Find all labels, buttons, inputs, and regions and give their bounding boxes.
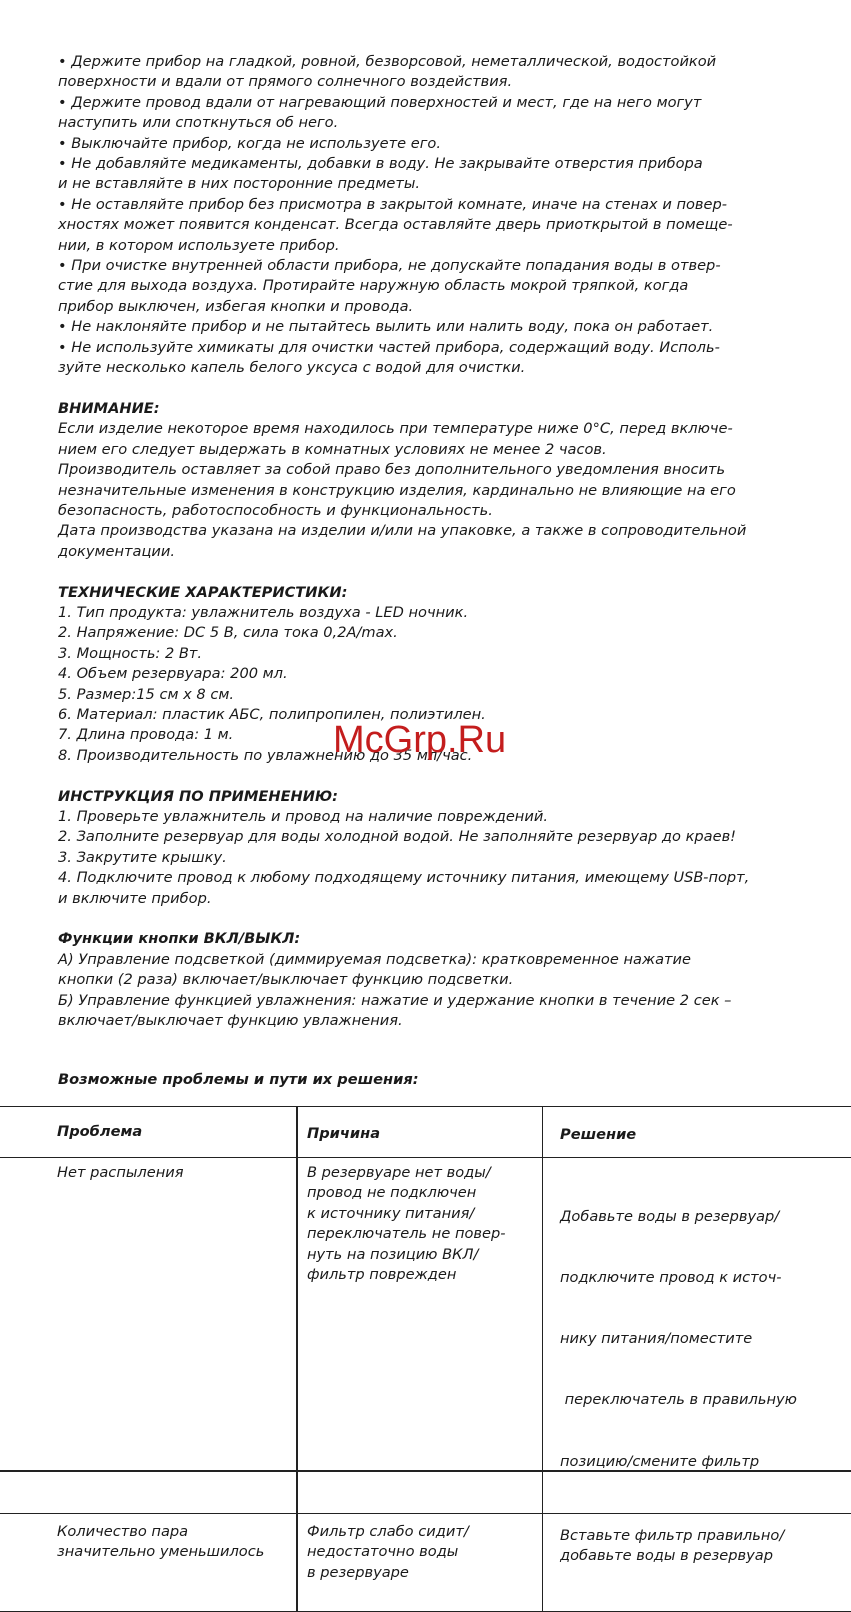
table-row	[0, 1513, 851, 1611]
spec-item: 2. Напряжение: DC 5 В, сила тока 0,2А/max.	[58, 623, 828, 643]
button-function-line: кнопки (2 раза) включает/выключает функцию подсветки.	[58, 970, 828, 990]
safety-line: • Выключайте прибор, когда не используете его.	[58, 134, 828, 154]
attention-line: Дата производства указана на изделии и/или на упаковке, а также в сопроводительной	[58, 521, 828, 541]
safety-line: и не вставляйте в них посторонние предметы.	[58, 174, 828, 194]
instructions-heading: ИНСТРУКЦИЯ ПО ПРИМЕНЕНИЮ:	[58, 787, 828, 807]
button-function-line: А) Управление подсветкой (диммируемая подсветка): кратковременное нажатие	[58, 950, 828, 970]
safety-line: • Держите провод вдали от нагревающий поверхностей и мест, где на него могут	[58, 93, 828, 113]
safety-line: прибор выключен, избегая кнопки и провода.	[58, 297, 828, 317]
problem-cell	[0, 1158, 297, 1514]
instruction-step: 2. Заполните резервуар для воды холодной водой. Не заполняйте резервуар до краев!	[58, 827, 828, 847]
cause-text: Фильтр слабо сидит/	[307, 1522, 542, 1542]
attention-line: Производитель оставляет за собой право без дополнительного уведомления вносить	[58, 460, 828, 480]
safety-line: • Не добавляйте медикаменты, добавки в воду. Не закрывайте отверстия прибора	[58, 154, 828, 174]
watermark: McGrp.Ru	[333, 718, 506, 762]
cause-cell	[297, 1513, 543, 1611]
button-function-line: Б) Управление функцией увлажнения: нажатие и удержание кнопки в течение 2 сек –	[58, 991, 828, 1011]
button-functions-heading: Функции кнопки ВКЛ/ВЫКЛ:	[58, 929, 828, 949]
problem-text: Количество пара	[57, 1522, 296, 1542]
solution-text: Добавьте воды в резервуар/	[560, 1207, 851, 1227]
header-cause: Причина	[298, 1107, 542, 1144]
solution-text: Вставьте фильтр правильно/	[560, 1526, 851, 1546]
instructions-section	[58, 787, 828, 909]
attention-line: документации.	[58, 542, 828, 562]
safety-section	[58, 52, 828, 379]
problem-cell	[0, 1513, 297, 1611]
header-cell	[0, 1107, 297, 1158]
spec-item: 6. Материал: пластик АБС, полипропилен, полиэтилен.	[58, 705, 828, 725]
attention-line: Если изделие некоторое время находилось при температуре ниже 0°C, перед включе-	[58, 419, 828, 439]
spec-item: 1. Тип продукта: увлажнитель воздуха - LED ночник.	[58, 603, 828, 623]
instruction-step: 4. Подключите провод к любому подходящему источнику питания, имеющему USB-порт,	[58, 868, 828, 888]
solution-text: переключатель в правильную	[560, 1390, 851, 1410]
solution-text: нику питания/поместите	[560, 1329, 851, 1349]
instruction-step: 1. Проверьте увлажнитель и провод на наличие повреждений.	[58, 807, 828, 827]
attention-section	[58, 399, 828, 562]
manual-page	[58, 52, 828, 1031]
table-header-row	[0, 1107, 851, 1158]
troubleshooting-table	[0, 1106, 851, 1612]
cause-text: недостаточно воды	[307, 1542, 542, 1562]
safety-line: • При очистке внутренней области прибора, не допускайте попадания воды в отвер-	[58, 256, 828, 276]
attention-heading: ВНИМАНИЕ:	[58, 399, 828, 419]
bottom-divider	[0, 1470, 851, 1472]
solution-cell	[543, 1513, 851, 1611]
safety-line: • Держите прибор на гладкой, ровной, безворсовой, неметаллической, водостойкой	[58, 52, 828, 72]
header-solution: Решение	[543, 1107, 851, 1145]
problem-text: Нет распыления	[57, 1163, 296, 1183]
instruction-step: 3. Закрутите крышку.	[58, 848, 828, 868]
header-cell	[297, 1107, 543, 1158]
cause-text: переключатель не повер-	[307, 1224, 542, 1244]
specs-heading: ТЕХНИЧЕСКИЕ ХАРАКТЕРИСТИКИ:	[58, 583, 828, 603]
button-function-line: включает/выключает функцию увлажнения.	[58, 1011, 828, 1031]
spec-item: 3. Мощность: 2 Вт.	[58, 644, 828, 664]
spec-item: 7. Длина провода: 1 м.	[58, 725, 828, 745]
cause-text: в резервуаре	[307, 1563, 542, 1583]
safety-line: наступить или споткнуться об него.	[58, 113, 828, 133]
problem-text: значительно уменьшилось	[57, 1542, 296, 1562]
troubleshooting-title: Возможные проблемы и пути их решения:	[58, 1070, 419, 1090]
solution-text: подключите провод к источ-	[560, 1268, 851, 1288]
safety-line: нии, в котором используете прибор.	[58, 236, 828, 256]
spec-item: 5. Размер:15 см х 8 см.	[58, 685, 828, 705]
safety-line: • Не оставляйте прибор без присмотра в закрытой комнате, иначе на стенах и повер-	[58, 195, 828, 215]
safety-line: зуйте несколько капель белого уксуса с водой для очистки.	[58, 358, 828, 378]
solution-text: позицию/смените фильтр	[560, 1452, 851, 1472]
spec-item: 4. Объем резервуара: 200 мл.	[58, 664, 828, 684]
cause-text: к источнику питания/	[307, 1204, 542, 1224]
cause-text: фильтр поврежден	[307, 1265, 542, 1285]
safety-line: стие для выхода воздуха. Протирайте наружную область мокрой тряпкой, когда	[58, 276, 828, 296]
safety-line: • Не наклоняйте прибор и не пытайтесь вылить или налить воду, пока он работает.	[58, 317, 828, 337]
header-cell	[543, 1107, 851, 1158]
cause-text: нуть на позицию ВКЛ/	[307, 1245, 542, 1265]
safety-line: поверхности и вдали от прямого солнечного воздействия.	[58, 72, 828, 92]
safety-line: • Не используйте химикаты для очистки частей прибора, содержащий воду. Исполь-	[58, 338, 828, 358]
solution-text: добавьте воды в резервуар	[560, 1546, 851, 1566]
table-row	[0, 1158, 851, 1514]
cause-text: В резервуаре нет воды/	[307, 1163, 542, 1183]
spec-item: 8. Производительность по увлажнению до 35 мл/час.	[58, 746, 828, 766]
instruction-step: и включите прибор.	[58, 889, 828, 909]
button-functions-section	[58, 929, 828, 1031]
header-problem: Проблема	[0, 1107, 296, 1142]
safety-line: хностях может появится конденсат. Всегда оставляйте дверь приоткрытой в помеще-	[58, 215, 828, 235]
attention-line: нием его следует выдержать в комнатных условиях не менее 2 часов.	[58, 440, 828, 460]
solution-cell	[543, 1158, 851, 1514]
cause-cell	[297, 1158, 543, 1514]
attention-line: безопасность, работоспособность и функциональность.	[58, 501, 828, 521]
cause-text: провод не подключен	[307, 1183, 542, 1203]
attention-line: незначительные изменения в конструкцию изделия, кардинально не влияющие на его	[58, 481, 828, 501]
